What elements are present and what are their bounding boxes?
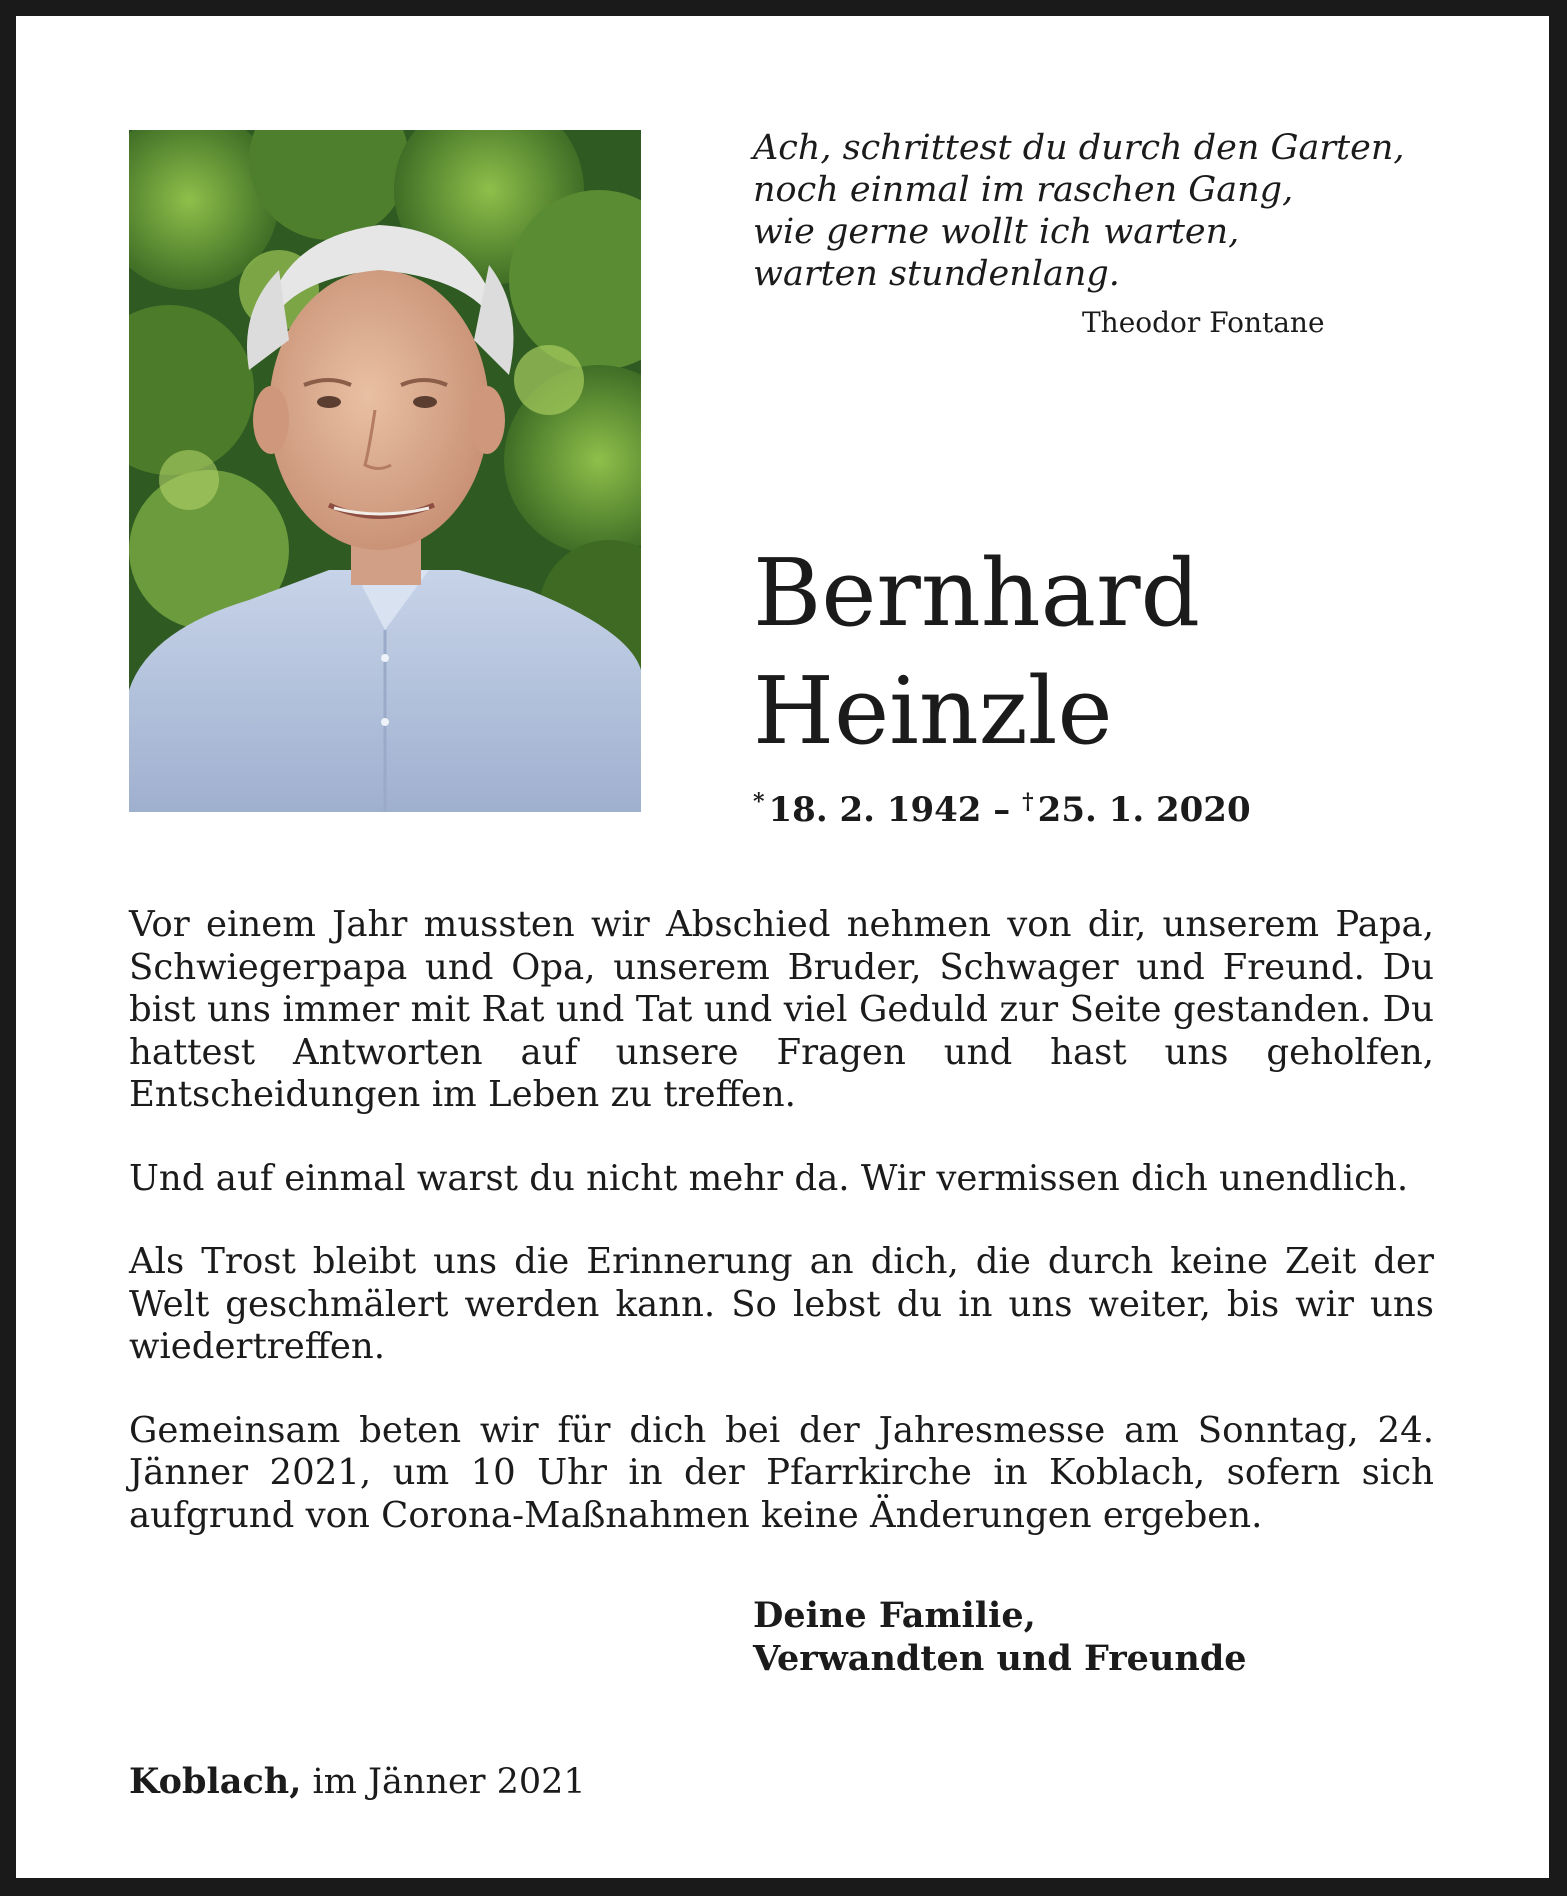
paragraph: Und auf einmal warst du nicht mehr da. Wir vermissen dich unendlich. (129, 1157, 1409, 1199)
last-name: Heinzle (753, 657, 1113, 765)
place-town: Koblach, (129, 1761, 302, 1802)
memorial-poem (753, 127, 1405, 295)
obituary-text (129, 904, 1434, 1578)
paragraph: Als Trost bleibt uns die Erinnerung an dich, die durch keine Zeit der Welt geschmälert werden kann. So lebst du in uns weiter, bis wir uns wiedertreffen. (129, 1241, 1434, 1367)
place-date: im Jänner 2021 (301, 1762, 586, 1802)
death-symbol: † (1022, 789, 1034, 815)
paragraph: Vor einem Jahr mussten wir Abschied nehmen von dir, unserem Papa, Schwiegerpapa und Opa, unserem Bruder, Schwager und Freund. Du bist uns immer mit Rat und Tat und viel Geduld zur Seite gestanden. Du hattest Antworten auf unsere Fragen und hast uns geholfen, Entscheidungen im Leben zu treffen. (129, 904, 1434, 1115)
birth-date: 18. 2. 1942 (768, 790, 982, 830)
signature-line: Verwandten und Freunde (753, 1638, 1247, 1679)
poem-line: wie gerne wollt ich warten, (753, 212, 1240, 252)
poem-line: noch einmal im raschen Gang, (753, 170, 1294, 210)
obituary-page (16, 16, 1549, 1878)
signature (753, 1594, 1247, 1680)
death-date: 25. 1. 2020 (1037, 790, 1251, 830)
birth-symbol: * (753, 789, 765, 815)
poem-line: warten stundenlang. (753, 254, 1120, 294)
portrait-photo (129, 130, 641, 812)
poem-line: Ach, schrittest du durch den Garten, (753, 128, 1405, 168)
poem-author: Theodor Fontane (1082, 306, 1325, 339)
date-separator: – (981, 790, 1023, 830)
first-name: Bernhard (753, 539, 1201, 647)
paragraph: Gemeinsam beten wir für dich bei der Jahresmesse am Sonntag, 24. Jänner 2021, um 10 Uhr in der Pfarrkirche in Koblach, sofern sich aufgrund von Corona-Maßnahmen keine Änderungen ergeben. (129, 1409, 1434, 1536)
place-and-date (129, 1760, 586, 1804)
signature-line: Deine Familie, (753, 1595, 1036, 1636)
life-dates (753, 782, 1251, 830)
deceased-name (753, 534, 1200, 770)
portrait-illustration (129, 130, 641, 812)
